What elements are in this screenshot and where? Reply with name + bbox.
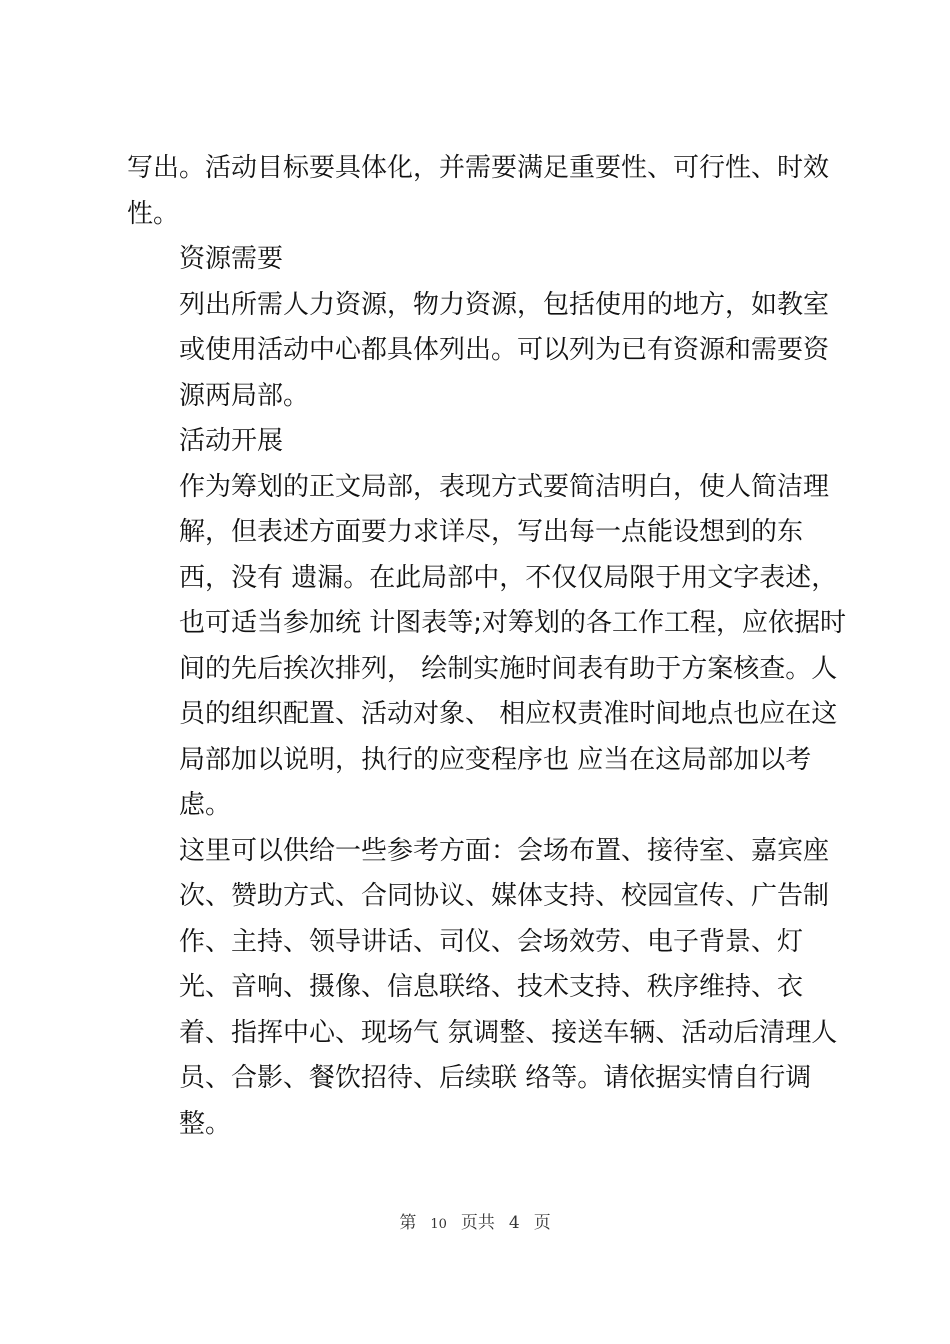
footer-prefix: 第 (399, 1213, 417, 1233)
footer-page-number: 10 (430, 1217, 447, 1232)
paragraph-objective-end: 写出。活动目标要具体化，并需要满足重要性、可行性、时效性。 (127, 153, 830, 229)
page-footer (0, 1208, 950, 1233)
footer-total-pages: 4 (508, 1213, 520, 1233)
paragraph-resource-needs: 列出所需人力资源，物力资源，包括使用的地方，如教室或使用活动中心都具体列出。可以列为已有资源和需要资源两局部。 (179, 289, 830, 411)
heading-resource-needs: 资源需要 (179, 244, 284, 274)
document-body (127, 146, 847, 1147)
paragraph-activity-execution: 作为筹划的正文局部，表现方式要简洁明白，使人简洁理解，但表述方面要力求详尽，写出每一点能设想到的东西，没有 遗漏。在此局部中，不仅仅局限于用文字表述，也可适当参加统 计图表等;对筹划的各工作工程，应依据时间的先后挨次排列， 绘制实施时间表有助于方案核查。人员的组织配置、活动对象、 相应权责准时间地点也应在这局部加以说明，执行的应变程序也 应当在这局部加以考虑。 (179, 471, 847, 820)
paragraph-reference-aspects: 这里可以供给一些参考方面：会场布置、接待室、嘉宾座次、赞助方式、合同协议、媒体支持、校园宣传、广告制作、主持、领导讲话、司仪、会场效劳、电子背景、灯光、音响、摄像、信息联络、技术支持、秩序维持、衣着、指挥中心、现场气 氛调整、接送车辆、活动后清理人员、合影、餐饮招待、后续联 络等。请依据实情自行调整。 (179, 835, 838, 1139)
footer-middle: 页共 (460, 1213, 495, 1233)
heading-activity-execution: 活动开展 (179, 426, 284, 456)
footer-suffix: 页 (533, 1213, 551, 1233)
